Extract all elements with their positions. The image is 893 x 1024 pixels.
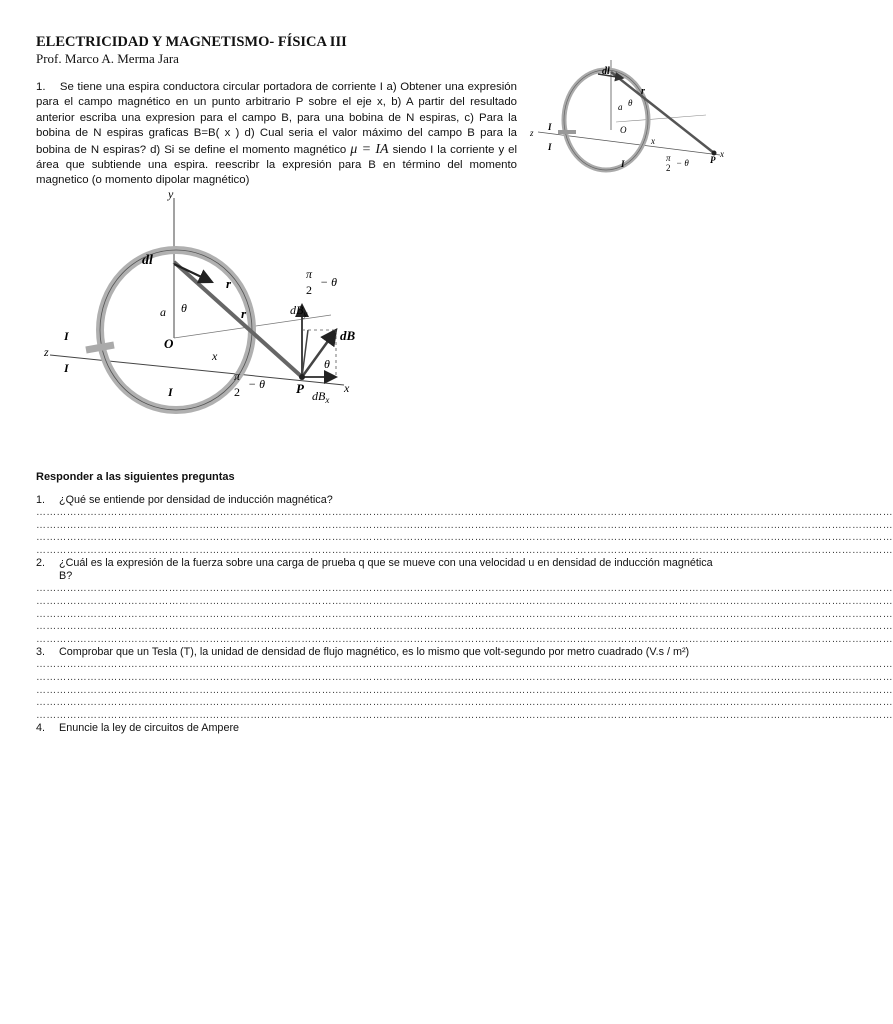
problem-number: 1.: [36, 81, 46, 93]
answer-line[interactable]: ………………………………………………………………………………………………………………………………………………………………………………………………………………………………: [36, 697, 893, 709]
current-loop-label: I: [168, 385, 173, 399]
dBy-main: dB: [290, 303, 304, 317]
small-x-label: x: [651, 136, 655, 146]
small-r-label: r: [641, 86, 645, 97]
z-axis-label: z: [44, 345, 49, 359]
dl-label: dl: [142, 253, 153, 268]
x-axis-label: x: [344, 381, 350, 395]
small-loop-figure: [528, 60, 733, 180]
question-2: [36, 557, 726, 583]
small-i-loop-label: I: [621, 159, 625, 169]
point-p-label: P: [296, 381, 304, 396]
small-p-label: P: [710, 155, 716, 165]
small-pi-label: π: [666, 153, 671, 163]
answer-line[interactable]: ………………………………………………………………………………………………………………………………………………………………………………………………………………………………: [36, 507, 893, 518]
dBy-sub: y: [303, 309, 308, 319]
question-4: [36, 722, 726, 735]
question-number: 1.: [36, 494, 46, 506]
current-in-label: I: [64, 329, 69, 343]
dBy-label: [290, 303, 307, 319]
pi-bottom-label: π: [234, 369, 241, 383]
answer-line[interactable]: ………………………………………………………………………………………………………………………………………………………………………………………………………………………………: [36, 595, 893, 607]
answer-line[interactable]: ………………………………………………………………………………………………………………………………………………………………………………………………………………………………: [36, 544, 893, 556]
small-two-label: 2: [666, 163, 671, 173]
y-axis-label: y: [168, 187, 174, 201]
answer-line[interactable]: ………………………………………………………………………………………………………………………………………………………………………………………………………………………………: [36, 532, 893, 544]
questions-section: [36, 471, 893, 735]
small-minus-theta-label: − θ: [676, 158, 689, 168]
question-number: 2.: [36, 557, 46, 570]
minus-theta-bottom-label: − θ: [248, 377, 265, 391]
current-out-label: I: [64, 361, 69, 375]
small-i-in-label: I: [548, 122, 552, 132]
question-text: Comprobar que un Tesla (T), la unidad de densidad de flujo magnético, es lo mismo que volt-segundo por metro cuadrado (V.s / m²): [59, 646, 690, 659]
question-text: Enuncie la ley de circuitos de Ampere: [59, 722, 240, 735]
professor-name: Prof. Marco A. Merma Jara: [36, 51, 179, 66]
dBx-sub: x: [325, 395, 330, 405]
dBx-label: [312, 389, 329, 405]
pi-top-label: π: [306, 267, 313, 281]
two-top-label: 2: [306, 283, 312, 297]
two-bottom-label: 2: [234, 385, 240, 399]
question-1: [36, 494, 726, 507]
answer-line[interactable]: ………………………………………………………………………………………………………………………………………………………………………………………………………………………………: [36, 519, 893, 531]
questions-heading: Responder a las siguientes preguntas: [36, 471, 235, 483]
magnetic-moment-formula: μ = IA: [350, 141, 389, 157]
dB-vector-label: dB: [340, 328, 356, 343]
question-number: 4.: [36, 722, 46, 735]
x-distance-label: x: [212, 349, 218, 363]
answer-line[interactable]: ………………………………………………………………………………………………………………………………………………………………………………………………………………………………: [36, 621, 893, 633]
small-i-out-label: I: [548, 142, 552, 152]
small-dl-label: dl: [602, 66, 610, 77]
minus-theta-top-label: − θ: [320, 275, 337, 289]
r-vector-label: r: [226, 276, 232, 291]
answer-line[interactable]: ………………………………………………………………………………………………………………………………………………………………………………………………………………………………: [36, 608, 893, 620]
question-3: [36, 646, 726, 659]
r-mid-label: r: [241, 306, 247, 321]
large-loop-figure: [36, 187, 376, 420]
answer-line[interactable]: ………………………………………………………………………………………………………………………………………………………………………………………………………………………………: [36, 671, 893, 683]
small-z-label: z: [530, 128, 534, 138]
question-number: 3.: [36, 646, 46, 659]
problem-text-before: Se tiene una espira conductora circular portadora de corriente I a) Obtener una expresión para el campo magnético en un punto arbitrario P sobre el eje x, b) A partir del resultado anterior escriba una expresion para el campo B, para una bobina de N espiras, c) Para la bobina de N espiras graficas B=B( x ) d) Cual seria el valor máximo del campo B para la bobina de N espiras? d) Si se define el momento magnético: [36, 81, 517, 156]
small-theta-label: θ: [628, 98, 633, 108]
answer-line[interactable]: ………………………………………………………………………………………………………………………………………………………………………………………………………………………………: [36, 583, 893, 595]
problem-statement: [36, 80, 517, 189]
small-a-label: a: [618, 102, 623, 112]
answer-line[interactable]: ………………………………………………………………………………………………………………………………………………………………………………………………………………………………: [36, 684, 893, 696]
origin-o-label: O: [164, 336, 174, 351]
document-title: ELECTRICIDAD Y MAGNETISMO- FÍSICA III: [36, 34, 347, 50]
question-text: ¿Cuál es la expresión de la fuerza sobre una carga de prueba q que se mueve con una velocidad u en densidad de inducción magnética B?: [59, 557, 713, 583]
answer-line[interactable]: ………………………………………………………………………………………………………………………………………………………………………………………………………………………………: [36, 633, 893, 645]
problem-text-after: siendo I la corriente y el área que subtiende una espira. reescribr la expresión para B en término del momento magnetico (o momento dipolar magnético): [36, 143, 517, 187]
answer-line[interactable]: ………………………………………………………………………………………………………………………………………………………………………………………………………………………………: [36, 659, 893, 671]
dBx-main: dB: [312, 389, 326, 403]
small-o-label: O: [620, 125, 627, 135]
theta-label: θ: [181, 301, 187, 315]
answer-line[interactable]: ………………………………………………………………………………………………………………………………………………………………………………………………………………………………: [36, 709, 893, 721]
radius-a-label: a: [160, 305, 166, 319]
theta-at-p-label: θ: [324, 357, 330, 371]
small-xaxis-label: x: [720, 149, 724, 159]
question-text: ¿Qué se entiende por densidad de inducción magnética?: [59, 494, 333, 506]
